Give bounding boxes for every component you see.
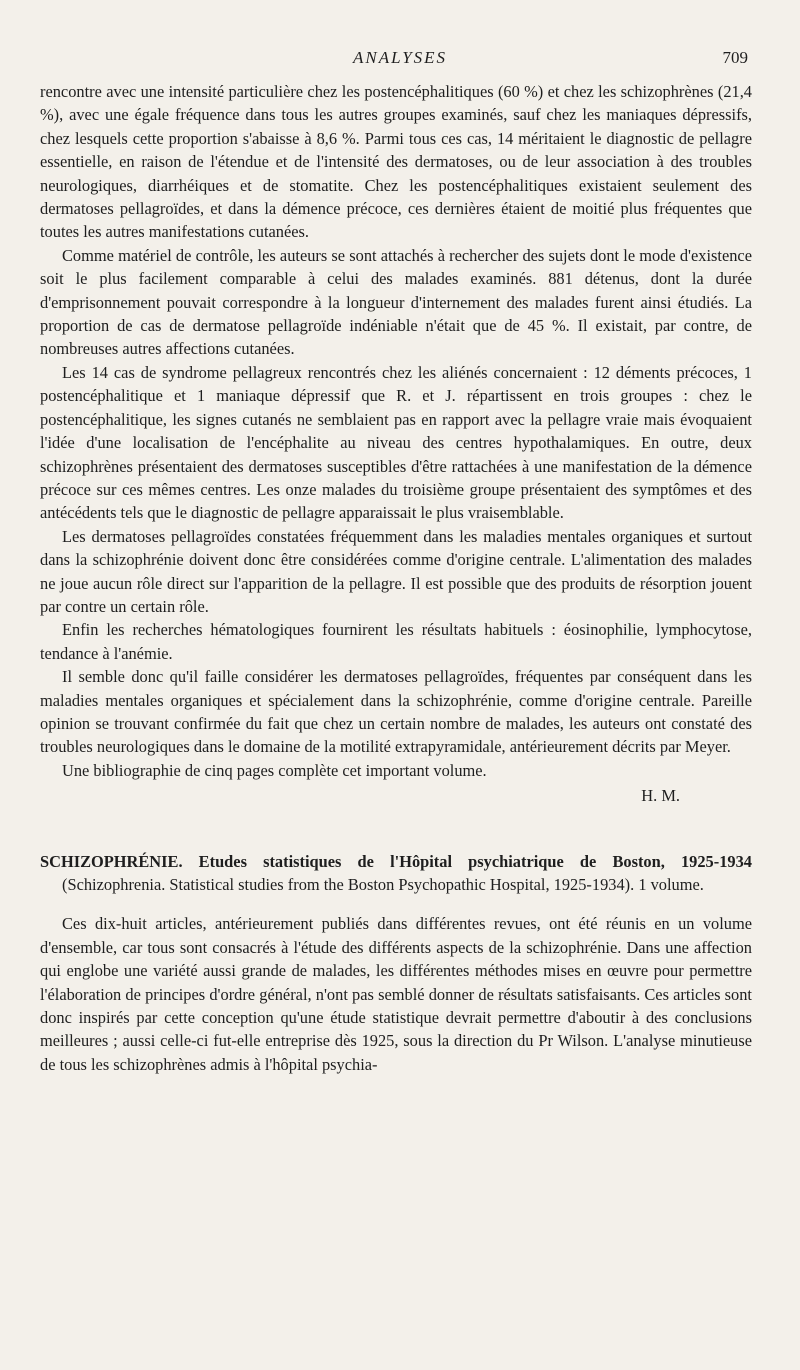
paragraph: Enfin les recherches hématologiques fournirent les résultats habituels : éosinophilie, lymphocytose, tendance à l'anémie. [40, 620, 752, 663]
review-entry-heading [40, 850, 752, 897]
paragraph: Les dermatoses pellagroïdes constatées fréquemment dans les maladies mentales organiques et surtout dans la schizophrénie doivent donc être considérées comme d'origine centrale. L'alimentation des malades ne joue aucun rôle direct sur l'apparition de la pellagre. Il est possible que des produits de résorption jouent par contre un certain rôle. [40, 526, 752, 616]
page-header [0, 48, 800, 74]
article-body [40, 80, 752, 1076]
entry-title: SCHIZOPHRÉNIE. Etudes statistiques de l'Hôpital psychiatrique de Boston, 1925-1934 [40, 851, 752, 871]
paragraph: rencontre avec une intensité particulière chez les postencéphalitiques (60 %) et chez les schizophrènes (21,4 %), avec une égale fréquence dans tous les autres groupes examinés, sauf chez les maniaques dépressifs, chez lesquels cette proportion s'abaisse à 8,6 %. Parmi tous ces cas, 14 méritaient le diagnostic de pellagre essentielle, en raison de l'étendue et de l'intensité des dermatoses, ou de leur association à des troubles neurologiques, diarrhéiques et de stomatite. Chez les postencéphalitiques existaient seulement des dermatoses pellagroïdes, et dans la démence précoce, ces dernières étaient de moitié plus fréquentes que toutes les autres manifestations cutanées. [40, 82, 752, 242]
paragraph: Il semble donc qu'il faille considérer les dermatoses pellagroïdes, fréquentes par conséquent dans les maladies mentales organiques et spécialement dans la schizophrénie, comme d'origine centrale. Pareille opinion se trouvant confirmée du fait que chez un certain nombre de malades, les auteurs ont constaté des troubles neurologiques dans le domaine de la motilité extrapyramidale, antérieurement décrits par Meyer. [40, 667, 752, 757]
author-signature: H. M. [641, 786, 680, 806]
paragraph: Une bibliographie de cinq pages complète cet important volume. [62, 760, 487, 780]
paragraph: Les 14 cas de syndrome pellagreux rencontrés chez les aliénés concernaient : 12 déments précoces, 1 postencéphalitique et 1 maniaque dépressif que R. et J. répartissent en trois groupes : chez le postencéphalitique, les signes cutanés ne semblaient pas en rapport avec la pellagre vraie mais évoquaient l'idée d'une localisation de l'encéphalite au niveau des centres hypothalamiques. En outre, deux schizophrènes présentaient des dermatoses susceptibles d'être rattachées à une manifestation de la démence précoce sur ces mêmes centres. Les onze malades du troisième groupe présentaient des symptômes et des antécédents tels que le diagnostic de pellagre apparaissait le plus vraisemblable. [40, 362, 752, 523]
review-body [40, 912, 752, 1076]
running-title: ANALYSES [352, 48, 448, 67]
entry-details: (Schizophrenia. Statistical studies from the Boston Psychopathic Hospital, 1925-1934). 1 volume. [62, 875, 704, 894]
page-number: 709 [722, 48, 748, 67]
paragraph: Ces dix-huit articles, antérieurement publiés dans différentes revues, ont été réunis en un volume d'ensemble, car tous sont consacrés à l'étude des différents aspects de la schizophrénie. Dans une affection qui englobe une variété aussi grande de malades, les différentes méthodes mises en œuvre pour permettre l'élaboration de principes d'ordre général, n'ont pas semblé donner de résultats satisfaisants. Ces articles sont donc inspirés par cette conception qu'une étude statistique devrait permettre d'aboutir à des conclusions meilleures ; aussi celle-ci fut-elle entreprise dès 1925, sous la direction du Pr Wilson. L'analyse minutieuse de tous les schizophrènes admis à l'hôpital psychia- [40, 914, 752, 1074]
paragraph: Comme matériel de contrôle, les auteurs se sont attachés à rechercher des sujets dont le mode d'existence soit le plus facilement comparable à celui des malades examinés. 881 détenus, dont la durée d'emprisonnement pouvait correspondre à la longueur d'internement des malades furent ainsi étudiés. La proportion de cas de dermatose pellagroïde indéniable n'était que de 45 %. Il existait, par contre, de nombreuses autres affections cutanées. [40, 245, 752, 359]
